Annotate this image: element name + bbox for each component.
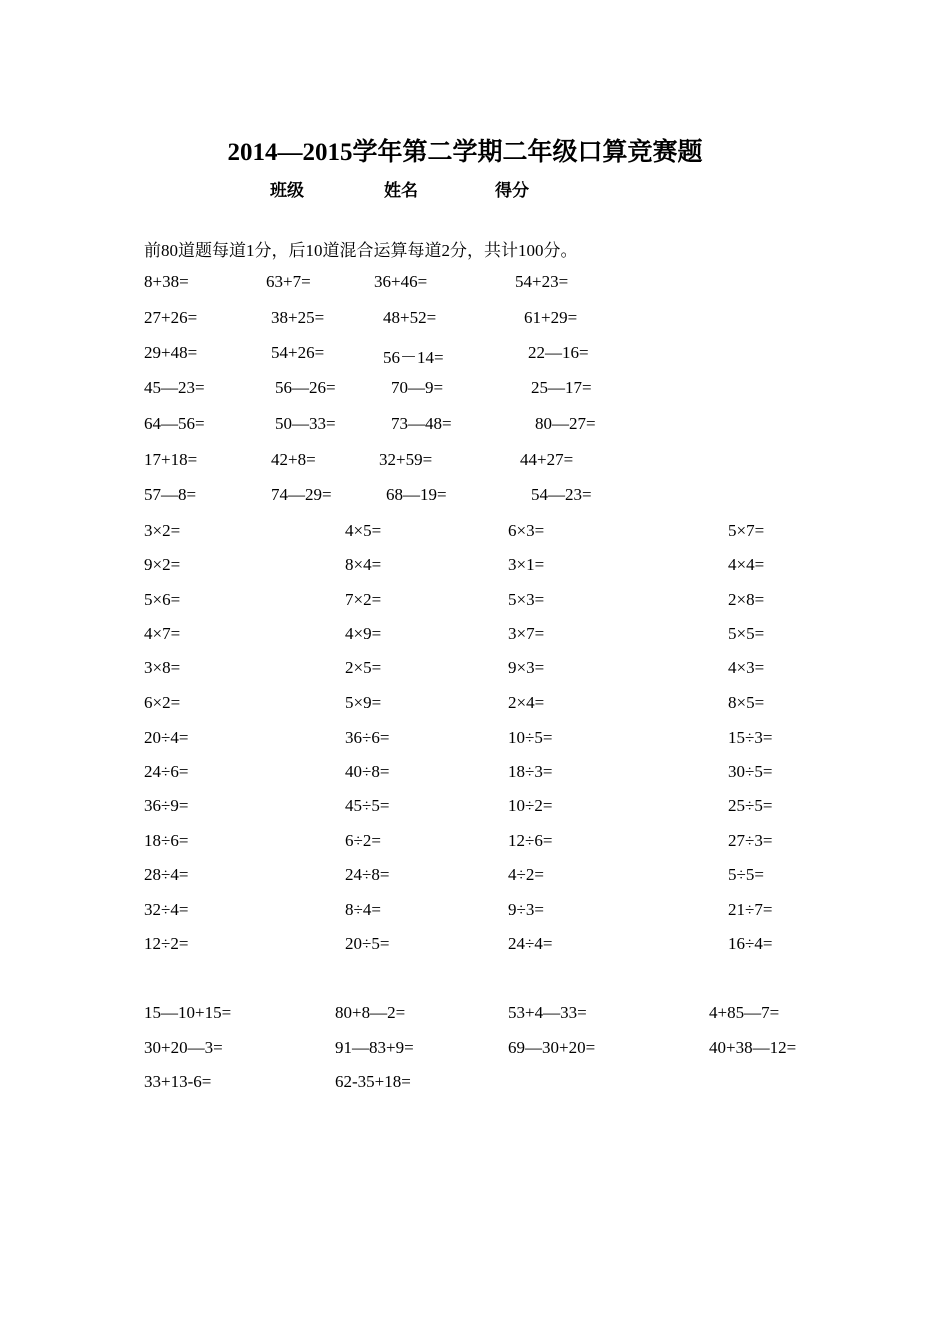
problem: 91—83+9= (335, 1038, 414, 1057)
problem: 5×9= (345, 693, 382, 712)
problem: 4×7= (144, 624, 181, 643)
problem-row (0, 762, 950, 786)
problem: 40÷8= (345, 762, 390, 781)
problem: 80+8—2= (335, 1003, 406, 1022)
problem: 32÷4= (144, 900, 189, 919)
problem-row (0, 590, 950, 614)
problem: 44+27= (520, 450, 574, 469)
problem: 15÷3= (728, 728, 773, 747)
problem: 9÷3= (508, 900, 544, 919)
problem: 20÷5= (345, 934, 390, 953)
problem: 50—33= (275, 414, 336, 433)
problem-row (0, 658, 950, 682)
problem-row (0, 343, 950, 367)
problem: 45÷5= (345, 796, 390, 815)
problem: 5×5= (728, 624, 765, 643)
problem: 22—16= (528, 343, 589, 362)
problem: 5×3= (508, 590, 545, 609)
problem: 2×4= (508, 693, 545, 712)
problem-row (0, 308, 950, 332)
problem: 18÷6= (144, 831, 189, 850)
score-label: 得分 (495, 181, 529, 200)
problem-row (0, 796, 950, 820)
problem: 28÷4= (144, 865, 189, 884)
problem: 3×7= (508, 624, 545, 643)
problem: 25÷5= (728, 796, 773, 815)
problem: 20÷4= (144, 728, 189, 747)
problem: 29+48= (144, 343, 198, 362)
problem: 64—56= (144, 414, 205, 433)
problem: 4+85—7= (709, 1003, 780, 1022)
problem: 48+52= (383, 308, 437, 327)
problem: 38+25= (271, 308, 325, 327)
problem-row (0, 624, 950, 648)
problem-row (0, 1003, 950, 1027)
problem: 4×4= (728, 555, 765, 574)
problem-row (0, 450, 950, 474)
problem-row (0, 728, 950, 752)
problem: 56—26= (275, 378, 336, 397)
problem: 30÷5= (728, 762, 773, 781)
problem: 36÷9= (144, 796, 189, 815)
problem: 10÷2= (508, 796, 553, 815)
problem: 53+4—33= (508, 1003, 587, 1022)
problem: 33+13-6= (144, 1072, 212, 1091)
problem: 24÷6= (144, 762, 189, 781)
problem: 5×7= (728, 521, 765, 540)
problem: 62-35+18= (335, 1072, 411, 1091)
problem: 45—23= (144, 378, 205, 397)
problem-row (0, 378, 950, 402)
problem-row (0, 900, 950, 924)
problem: 54+23= (515, 272, 569, 291)
problem: 54—23= (531, 485, 592, 504)
problem: 4÷2= (508, 865, 544, 884)
problem: 6×3= (508, 521, 545, 540)
problem: 42+8= (271, 450, 316, 469)
problem: 10÷5= (508, 728, 553, 747)
problem: 3×1= (508, 555, 545, 574)
problem: 24÷4= (508, 934, 553, 953)
problem: 9×3= (508, 658, 545, 677)
problem: 24÷8= (345, 865, 390, 884)
problem: 8÷4= (345, 900, 381, 919)
problem: 2×5= (345, 658, 382, 677)
problem-row (0, 831, 950, 855)
problem-row (0, 555, 950, 579)
problem-row (0, 414, 950, 438)
problem: 27+26= (144, 308, 198, 327)
class-label: 班级 (270, 181, 304, 200)
problem: 3×2= (144, 521, 181, 540)
problem: 63+7= (266, 272, 311, 291)
problem: 4×5= (345, 521, 382, 540)
problem: 3×8= (144, 658, 181, 677)
problem: 12÷2= (144, 934, 189, 953)
instructions: 前80道题每道1分，后10道混合运算每道2分，共计100分。 (144, 241, 578, 260)
problem: 56－14= (383, 348, 444, 367)
problem: 68—19= (386, 485, 447, 504)
page-title: 2014—2015学年第二学期二年级口算竞赛题 (227, 139, 703, 166)
problem: 5÷5= (728, 865, 764, 884)
problem: 54+26= (271, 343, 325, 362)
problem: 5×6= (144, 590, 181, 609)
problem-row (0, 521, 950, 545)
problem: 12÷6= (508, 831, 553, 850)
problem: 74—29= (271, 485, 332, 504)
problem-row (0, 1072, 950, 1096)
problem: 18÷3= (508, 762, 553, 781)
problem: 73—48= (391, 414, 452, 433)
problem: 80—27= (535, 414, 596, 433)
problem: 61+29= (524, 308, 578, 327)
problem: 6÷2= (345, 831, 381, 850)
problem: 27÷3= (728, 831, 773, 850)
problem-row (0, 693, 950, 717)
problem: 9×2= (144, 555, 181, 574)
problem: 6×2= (144, 693, 181, 712)
student-info-fields (0, 176, 950, 200)
problem: 36÷6= (345, 728, 390, 747)
problem: 16÷4= (728, 934, 773, 953)
problem: 40+38—12= (709, 1038, 797, 1057)
problem-row (0, 272, 950, 296)
problem-row (0, 934, 950, 958)
problem: 69—30+20= (508, 1038, 596, 1057)
problem: 25—17= (531, 378, 592, 397)
problem: 7×2= (345, 590, 382, 609)
problem: 8×5= (728, 693, 765, 712)
problem: 8+38= (144, 272, 189, 291)
problem-row (0, 865, 950, 889)
problem: 36+46= (374, 272, 428, 291)
problem: 70—9= (391, 378, 444, 397)
problem: 17+18= (144, 450, 198, 469)
problem: 2×8= (728, 590, 765, 609)
problem: 4×9= (345, 624, 382, 643)
problem: 15—10+15= (144, 1003, 232, 1022)
name-label: 姓名 (384, 181, 418, 200)
problem: 4×3= (728, 658, 765, 677)
problem: 57—8= (144, 485, 197, 504)
problem: 30+20—3= (144, 1038, 223, 1057)
problem: 8×4= (345, 555, 382, 574)
problem-row (0, 485, 950, 509)
problem: 32+59= (379, 450, 433, 469)
problem-row (0, 1038, 950, 1062)
problem: 21÷7= (728, 900, 773, 919)
